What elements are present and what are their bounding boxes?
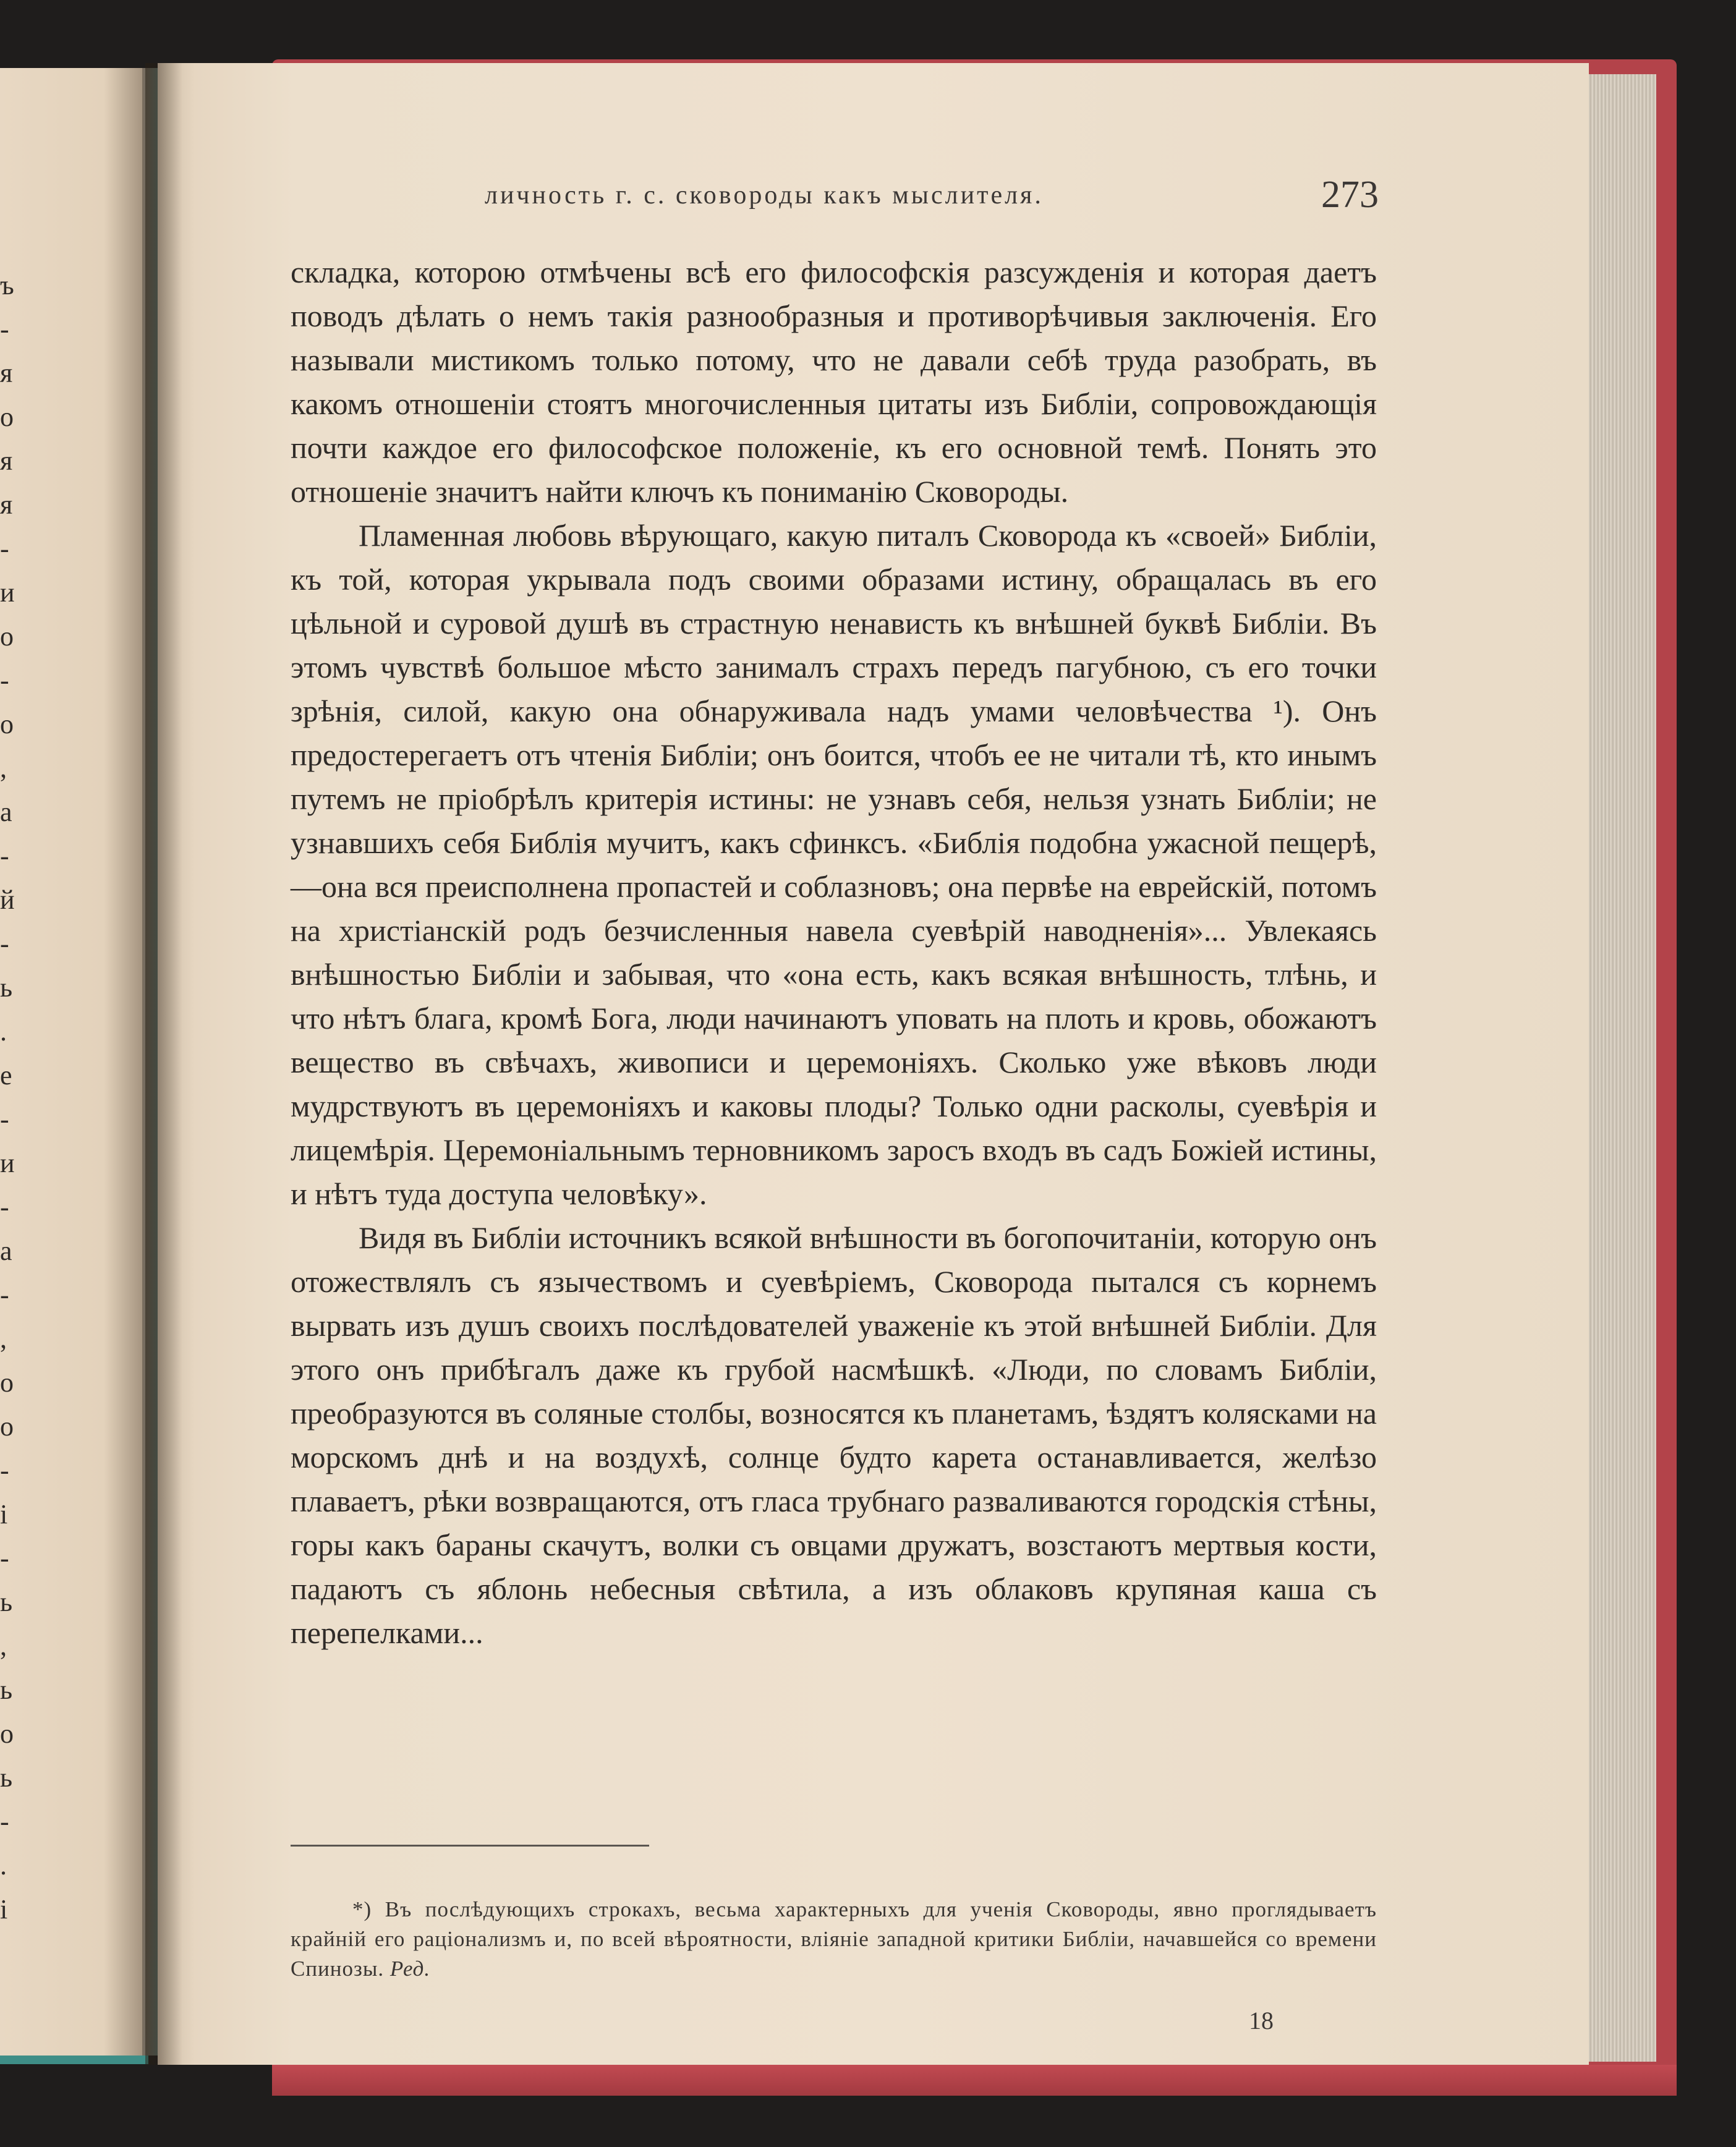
left-page-line-fragment: , <box>0 753 7 783</box>
left-page-line-fragment: и <box>0 1148 15 1178</box>
left-page-line-fragment: о <box>0 1411 14 1442</box>
left-page-line-fragment: о <box>0 621 14 652</box>
footnote <box>291 1895 1377 1984</box>
spine-shadow <box>145 63 182 2065</box>
left-page-line-fragment: я <box>0 446 13 476</box>
left-page-line-fragment: - <box>0 1455 9 1486</box>
left-page-line-fragment: - <box>0 1543 9 1573</box>
left-page-line-fragment: ь <box>0 972 13 1003</box>
page-number: 273 <box>1321 174 1379 216</box>
paragraph: Видя въ Библіи источникъ всякой внѣшности въ богопочитаніи, которую онъ отожествлялъ съ язычествомъ и суевѣріемъ, Сковорода пытался съ корнемъ вырвать изъ душъ своихъ послѣдователей уваженіе къ этой внѣшней Библіи. Для этого онъ прибѣгалъ даже къ грубой насмѣшкѣ. «Люди, по словамъ Библіи, преобразуются въ соляные столбы, возносятся къ планетамъ, ѣздятъ колясками на морскомъ днѣ и на воздухѣ, солнце будто карета останавливается, желѣзо плаваетъ, рѣки возвращаются, отъ гласа трубнаго разваливаются городскія стѣны, горы какъ бараны скачутъ, волки съ овцами дружатъ, возстаютъ мертвыя кости, падаютъ съ яблонь небесныя свѣтила, а изъ облаковъ крупяная каша съ перепелками... <box>291 1220 1377 1650</box>
left-page-line-fragment: - <box>0 1806 9 1837</box>
left-page-line-fragment: о <box>0 1719 14 1749</box>
left-page-line-fragment: о <box>0 1367 14 1398</box>
left-page-line-fragment: - <box>0 1280 9 1310</box>
left-page-line-fragment: я <box>0 358 13 388</box>
left-page-line-fragment: и <box>0 577 15 608</box>
footnote-rule <box>291 1845 649 1847</box>
left-page-line-fragment: й <box>0 885 15 915</box>
left-page-line-fragment: я <box>0 490 13 520</box>
left-page-line-fragment: - <box>0 1192 9 1222</box>
left-page-line-fragment: - <box>0 841 9 871</box>
left-page-line-fragment: - <box>0 314 9 344</box>
left-page-line-fragment: - <box>0 534 9 564</box>
left-page-line-fragment: а <box>0 1236 12 1266</box>
left-page-line-fragment: . <box>0 1850 7 1881</box>
paragraph: складка, которою отмѣчены всѣ его философскія разсужденія и которая даетъ поводъ дѣлать о немъ такія разнообразныя и противорѣчивыя заключенія. Его называли мистикомъ только потому, что не давали себѣ труда разобрать, въ какомъ отношеніи стоятъ многочисленныя цитаты изъ Библіи, сопровождающія почти каждое его философское положеніе, къ его основной темѣ. Понять это отношеніе значитъ найти ключъ къ пониманію Сковороды. <box>291 255 1377 509</box>
body-text <box>291 250 1377 1655</box>
left-page-line-fragment: ъ <box>0 270 14 300</box>
left-page-line-fragment: а <box>0 797 12 827</box>
left-page-line-fragment: о <box>0 709 14 739</box>
printer-signature-mark: 18 <box>1249 2007 1274 2034</box>
left-page-line-fragment: о <box>0 402 14 432</box>
left-page-line-fragment: і <box>0 1499 8 1529</box>
left-page-line-fragment: , <box>0 1324 7 1354</box>
left-page-line-fragment: - <box>0 1104 9 1134</box>
left-page-line-fragment: е <box>0 1060 12 1091</box>
book-cover-bottom-edge <box>272 2065 1677 2096</box>
page-edges-stack <box>1583 74 1656 2062</box>
left-page-line-fragment: ь <box>0 1675 13 1705</box>
footnote-paragraph <box>291 1895 1377 1984</box>
left-page-line-fragment: , <box>0 1631 7 1661</box>
left-page-line-fragment: - <box>0 665 9 695</box>
left-page-line-fragment: ь <box>0 1762 13 1793</box>
left-page-line-fragment: - <box>0 929 9 959</box>
left-page-line-fragment: . <box>0 1016 7 1047</box>
paragraph: Пламенная любовь вѣрующаго, какую питалъ Сковорода къ «своей» Библіи, къ той, которая укрывала подъ своими образами истину, обращалась въ его цѣльной и суровой душѣ въ страстную ненависть къ внѣшней буквѣ Библіи. Въ этомъ чувствѣ большое мѣсто занималъ страхъ передъ пагубною, съ его точки зрѣнія, силой, какую она обнаруживала надъ умами человѣчества ¹). Онъ предостерегаетъ отъ чтенія Библіи; онъ боится, чтобъ ее не читали тѣ, кто инымъ путемъ не пріобрѣлъ критерія истины: не узнавъ себя, нельзя узнать Библіи; не узнавшихъ себя Библія мучитъ, какъ сфинксъ. «Библія подобна ужасной пещерѣ,—она вся преисполнена пропастей и соблазновъ; она первѣе на еврейскій, потомъ на христіанскій родъ безчисленныя навела суевѣрій наводненія»... Увлекаясь внѣшностью Библіи и забывая, что «она есть, какъ всякая внѣшность, тлѣнь, и что нѣтъ блага, кромѣ Бога, люди начинаютъ уповать на плоть и кровь, обожаютъ вещество въ свѣчахъ, живописи и церемоніяхъ. Сколько уже вѣковъ люди мудрствуютъ въ церемоніяхъ и каковы плоды? Только одни расколы, суевѣрія и лицемѣрія. Церемоніальнымъ терновникомъ заросъ входъ въ садъ Божіей истины, и нѣтъ туда доступа человѣку». <box>291 518 1377 1211</box>
left-page-line-fragment: ь <box>0 1587 13 1617</box>
footnote-editor-mark: Ред. <box>389 1957 431 1981</box>
running-header: личность г. с. сковороды какъ мыслителя. <box>485 181 1044 210</box>
footnote-text: *) Въ послѣдующихъ строкахъ, весьма характерныхъ для ученія Сковороды, явно проглядываетъ крайній его раціонализмъ и, по всей вѣроятности, вліяніе западной критики Библіи, начавшейся со времени Спинозы. <box>291 1897 1377 1981</box>
left-page-line-fragment: і <box>0 1894 8 1924</box>
